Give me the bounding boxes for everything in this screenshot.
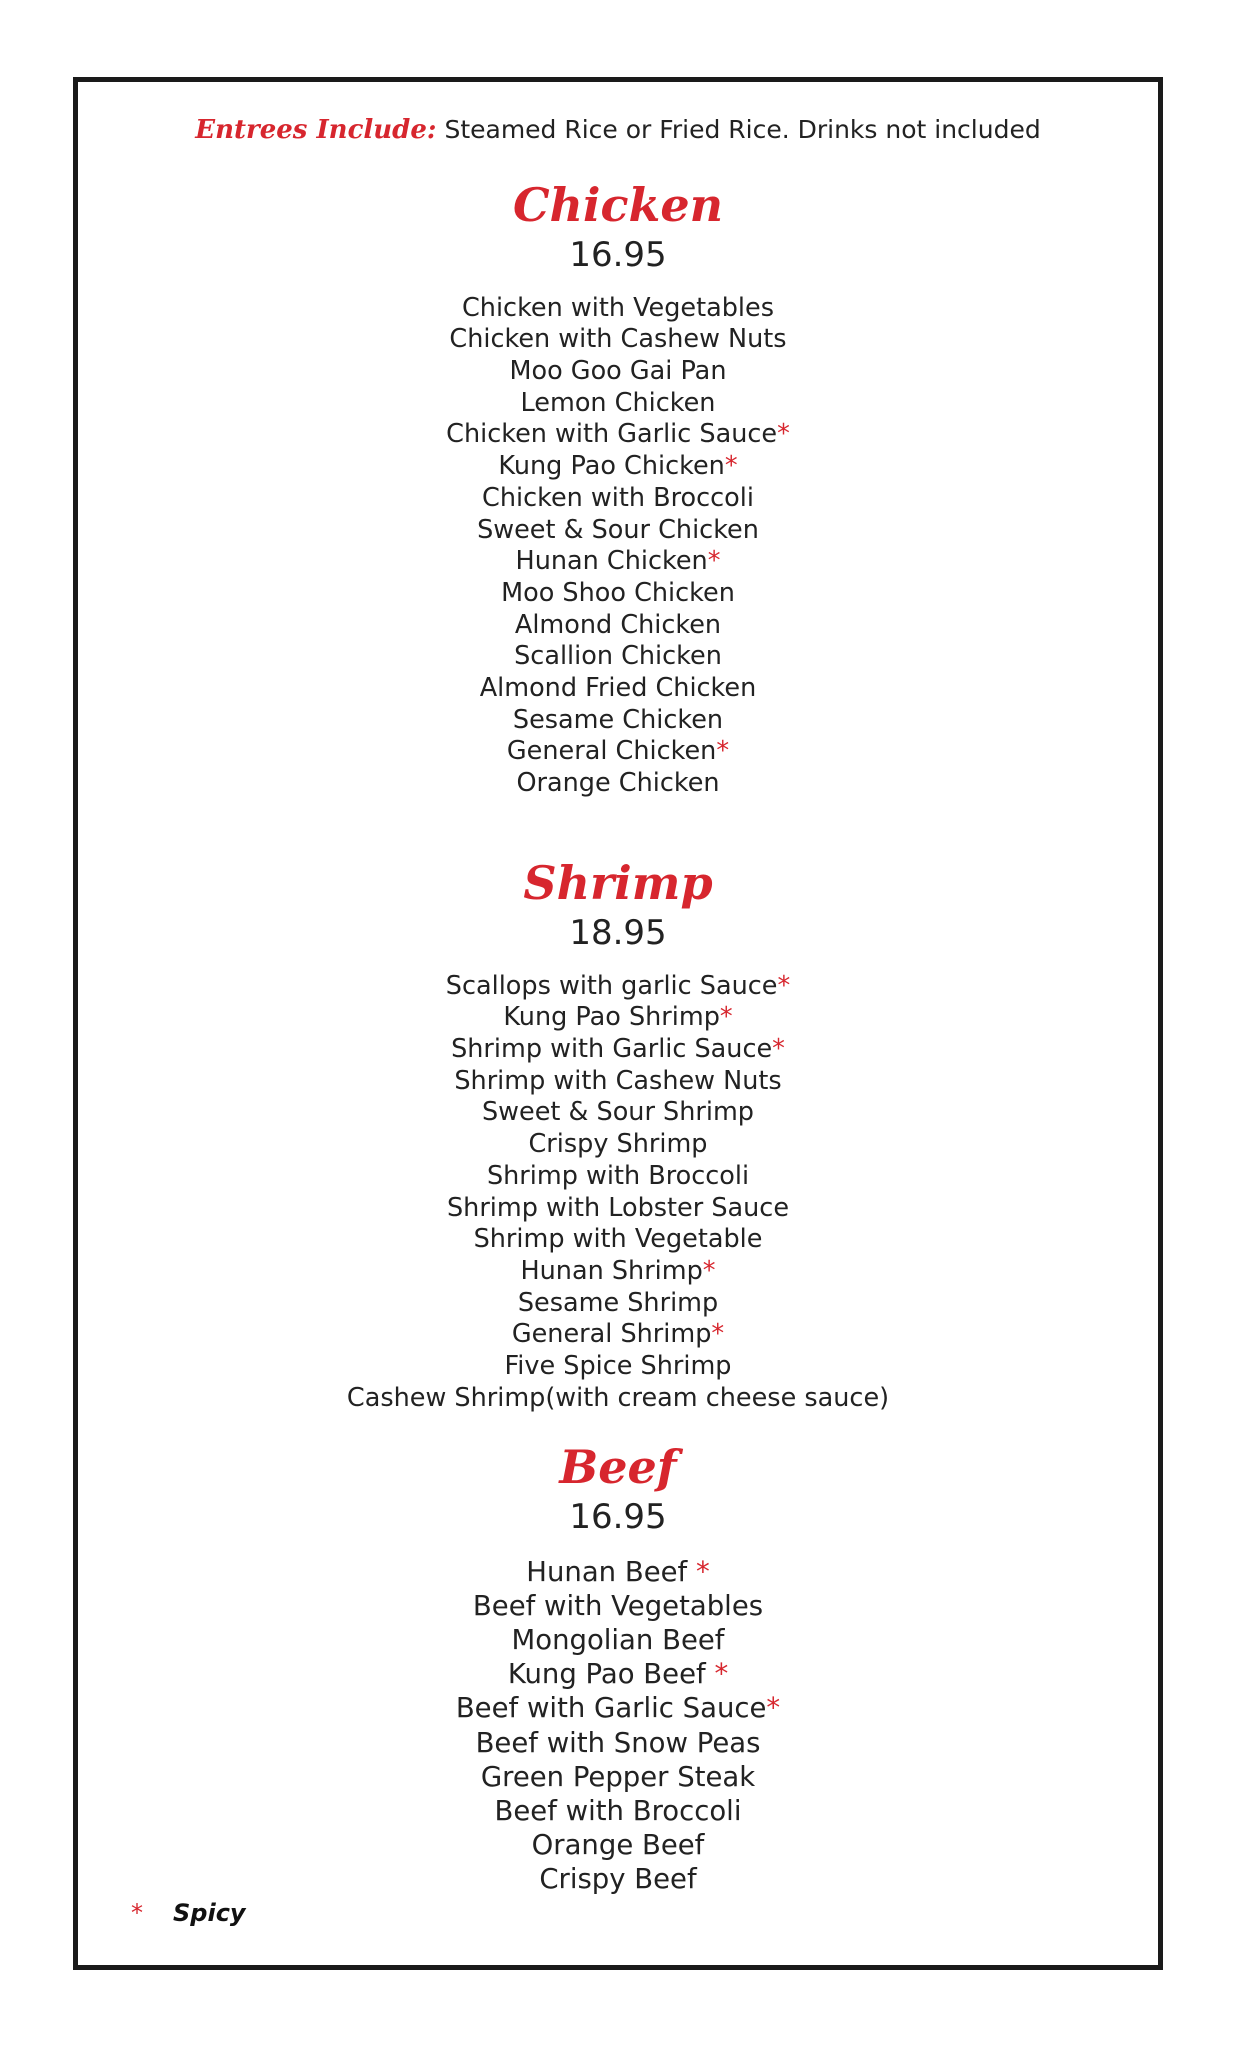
spicy-label: Spicy	[173, 1899, 246, 1927]
menu-item-name: Orange Beef	[531, 1829, 705, 1862]
menu-item	[78, 1193, 1158, 1225]
menu-item-name: Crispy Beef	[539, 1863, 697, 1896]
menu-item-name: Scallion Chicken	[514, 641, 722, 672]
menu-item	[78, 1034, 1158, 1066]
menu-item-name: Sesame Shrimp	[517, 1287, 719, 1318]
menu-item	[78, 1383, 1158, 1415]
menu-item	[78, 1256, 1158, 1288]
menu-item	[78, 736, 1158, 768]
menu-item	[78, 515, 1158, 547]
menu-item	[78, 293, 1158, 325]
menu-item-name: Moo Shoo Chicken	[501, 577, 735, 608]
menu-item	[78, 1097, 1158, 1129]
section-price: 16.95	[569, 234, 667, 275]
entrees-include-label: Entrees Include:	[195, 115, 437, 145]
spicy-marker: *	[714, 1658, 729, 1691]
menu-item	[78, 641, 1158, 673]
menu-item-name: Hunan Shrimp	[520, 1255, 703, 1286]
spicy-marker: *	[777, 970, 791, 1001]
menu-item-name: Orange Chicken	[516, 768, 720, 799]
spicy-legend	[131, 1899, 246, 1927]
section-shrimp	[78, 858, 1158, 1414]
menu-item-name: Almond Fried Chicken	[479, 673, 757, 704]
item-list	[78, 1555, 1158, 1897]
menu-item	[78, 1862, 1158, 1896]
menu-item	[78, 483, 1158, 515]
spicy-marker: *	[702, 1255, 716, 1286]
menu-item-name: Hunan Beef	[526, 1555, 696, 1588]
menu-item	[78, 419, 1158, 451]
menu-item	[78, 1066, 1158, 1098]
menu-item-name: Green Pepper Steak	[480, 1760, 756, 1793]
menu-item	[78, 1657, 1158, 1691]
spicy-marker: *	[707, 546, 721, 577]
menu-item-name: Chicken with Broccoli	[482, 482, 754, 513]
menu-item	[78, 356, 1158, 388]
menu-item	[78, 324, 1158, 356]
menu-item-name: Sweet & Sour Chicken	[477, 514, 759, 545]
menu-item	[78, 1224, 1158, 1256]
spicy-marker: *	[724, 451, 738, 482]
entrees-include-note	[78, 115, 1158, 145]
menu-item-name: Kung Pao Beef	[507, 1658, 715, 1691]
menu-item	[78, 1319, 1158, 1351]
menu-item	[78, 1828, 1158, 1862]
menu-item-name: Lemon Chicken	[520, 387, 716, 418]
section-price: 18.95	[569, 912, 667, 953]
menu-item	[78, 1726, 1158, 1760]
spicy-marker: *	[695, 1555, 710, 1588]
menu-item-name: Shrimp with Broccoli	[486, 1160, 750, 1191]
entrees-include-text: Steamed Rice or Fried Rice. Drinks not included	[436, 115, 1041, 144]
menu-item	[78, 546, 1158, 578]
menu-item	[78, 1351, 1158, 1383]
item-list	[78, 971, 1158, 1415]
menu-item	[78, 1760, 1158, 1794]
menu-item	[78, 1555, 1158, 1589]
menu-item-name: Hunan Chicken	[515, 546, 708, 577]
menu-item	[78, 768, 1158, 800]
menu-item-name: General Shrimp	[511, 1319, 712, 1350]
spicy-marker: *	[772, 1034, 785, 1064]
menu-item-name: Beef with Broccoli	[494, 1795, 742, 1828]
menu-item-name: Chicken with Vegetables	[462, 292, 774, 323]
section-title: Shrimp	[523, 856, 713, 910]
menu-item-name: Beef with Garlic Sauce	[455, 1692, 767, 1725]
menu-item-name: Kung Pao Shrimp	[503, 1002, 720, 1033]
menu-item-name: Shrimp with Vegetable	[473, 1224, 763, 1255]
item-list	[78, 293, 1158, 800]
menu-item	[78, 1623, 1158, 1657]
menu-item-name: Kung Pao Chicken	[498, 451, 725, 482]
menu-item	[78, 1288, 1158, 1320]
section-title: Chicken	[512, 178, 724, 232]
menu-item	[78, 971, 1158, 1003]
menu-item-name: Sesame Chicken	[512, 704, 724, 735]
menu-item-name: Chicken with Cashew Nuts	[449, 324, 787, 355]
menu-item-name: Five Spice Shrimp	[504, 1351, 732, 1382]
spicy-marker: *	[766, 1692, 781, 1725]
spicy-marker: *	[719, 1002, 733, 1033]
section-chicken	[78, 180, 1158, 800]
menu-item	[78, 1589, 1158, 1623]
menu-item-name: Beef with Snow Peas	[475, 1726, 761, 1759]
section-beef	[78, 1442, 1158, 1897]
menu-item	[78, 1161, 1158, 1193]
menu-item-name: General Chicken	[506, 736, 717, 767]
menu-item	[78, 1129, 1158, 1161]
menu-item	[78, 1794, 1158, 1828]
menu-item-name: Shrimp with Lobster Sauce	[446, 1192, 790, 1223]
menu-item-name: Almond Chicken	[514, 609, 722, 640]
menu-item	[78, 705, 1158, 737]
spicy-marker: *	[711, 1319, 725, 1350]
menu-item-name: Mongolian Beef	[511, 1624, 725, 1656]
menu-item-name: Scallops with garlic Sauce	[445, 970, 778, 1001]
menu-item	[78, 1691, 1158, 1725]
menu-item-name: Chicken with Garlic Sauce	[446, 419, 778, 450]
spicy-symbol: *	[131, 1899, 143, 1927]
menu-item-name: Cashew Shrimp(with cream cheese sauce)	[346, 1382, 890, 1413]
menu-item-name: Sweet & Sour Shrimp	[482, 1097, 754, 1128]
menu-item-name: Crispy Shrimp	[528, 1129, 708, 1160]
section-title: Beef	[559, 1440, 677, 1494]
menu-item	[78, 1002, 1158, 1034]
menu-item	[78, 388, 1158, 420]
menu-item	[78, 610, 1158, 642]
menu-item	[78, 578, 1158, 610]
menu-item-name: Moo Goo Gai Pan	[509, 356, 727, 386]
menu-item	[78, 673, 1158, 705]
menu-item	[78, 451, 1158, 483]
menu-item-name: Beef with Vegetables	[472, 1589, 764, 1622]
spicy-marker: *	[716, 736, 730, 767]
section-price: 16.95	[569, 1496, 667, 1537]
menu-item-name: Shrimp with Cashew Nuts	[454, 1065, 782, 1096]
spicy-marker: *	[777, 419, 790, 450]
menu-item-name: Shrimp with Garlic Sauce	[451, 1034, 773, 1064]
menu-page-frame	[73, 77, 1163, 1970]
